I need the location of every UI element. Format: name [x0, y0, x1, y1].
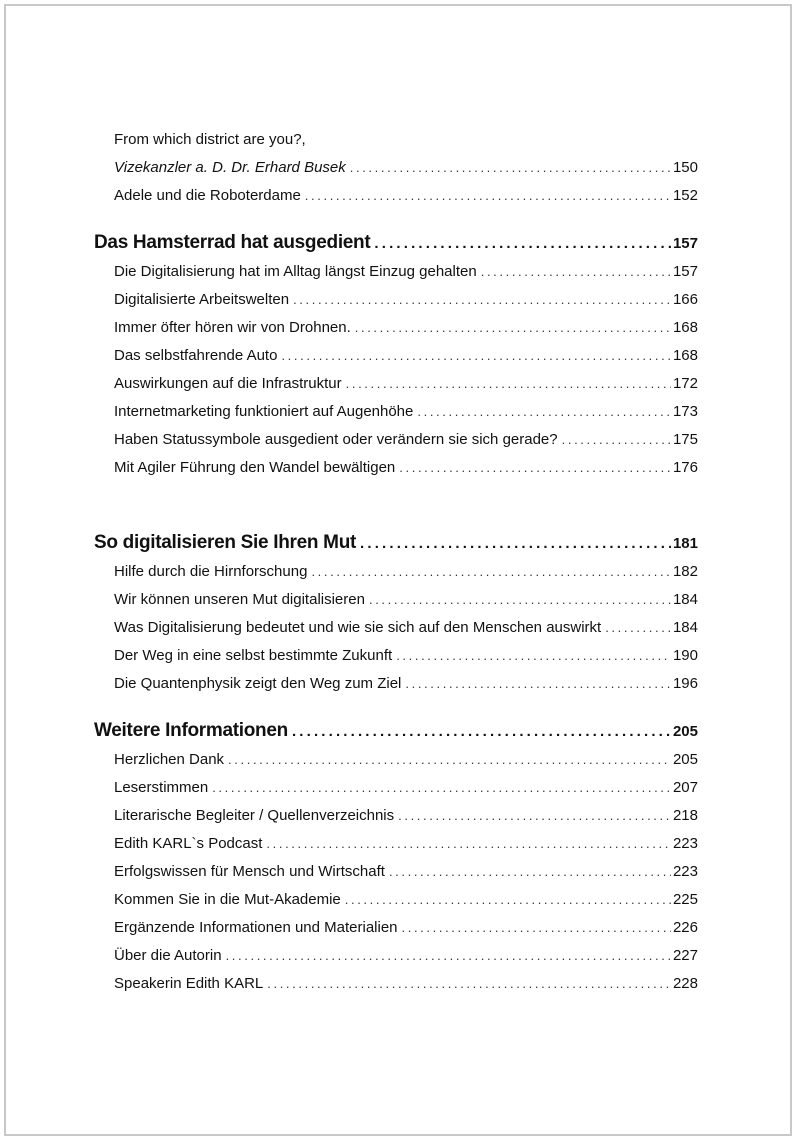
- dot-leader: [605, 614, 671, 642]
- toc-entry-page: 176: [672, 459, 698, 476]
- toc-entry[interactable]: [94, 398, 698, 426]
- toc-entry-page: 166: [672, 291, 698, 308]
- toc-entry-page: 184: [672, 591, 698, 608]
- toc-section-page: 157: [672, 235, 698, 252]
- dot-leader: [562, 426, 671, 454]
- toc-entry-title: Die Quantenphysik zeigt den Weg zum Ziel: [114, 675, 402, 692]
- document-page: [4, 4, 792, 1136]
- toc-entry-page: 157: [672, 263, 698, 280]
- toc-entry-title: Ergänzende Informationen und Materialien: [114, 919, 398, 936]
- dot-leader: [389, 858, 671, 886]
- toc-section-heading[interactable]: [94, 716, 698, 746]
- toc-section-heading[interactable]: [94, 228, 698, 258]
- dot-leader: [417, 398, 671, 426]
- toc-entry-page: 227: [672, 947, 698, 964]
- toc-entry[interactable]: [94, 126, 698, 154]
- toc-entry-title: Der Weg in eine selbst bestimmte Zukunft: [114, 647, 393, 664]
- toc-entry-title: Wir können unseren Mut digitalisieren: [114, 591, 365, 608]
- toc-entry-page: 173: [672, 403, 698, 420]
- toc-section-title: Weitere Informationen: [94, 720, 288, 741]
- dot-leader: [267, 970, 671, 998]
- toc-entry-page: 190: [672, 647, 698, 664]
- toc-entry[interactable]: [94, 970, 698, 998]
- toc-entry[interactable]: [94, 830, 698, 858]
- toc-entry-title: Literarische Begleiter / Quellenverzeichnis: [114, 807, 395, 824]
- toc-entry-title: Digitalisierte Arbeitswelten: [114, 291, 290, 308]
- toc-entry-page: 168: [672, 319, 698, 336]
- dot-leader: [398, 802, 671, 830]
- toc-entry-title: Kommen Sie in die Mut-Akademie: [114, 891, 341, 908]
- toc-section-title: Das Hamsterrad hat ausgedient: [94, 232, 371, 253]
- toc-entry-page: 152: [672, 187, 698, 204]
- dot-leader: [346, 370, 671, 398]
- toc-entry[interactable]: [94, 802, 698, 830]
- toc-entry-title: Herzlichen Dank: [114, 751, 225, 768]
- dot-leader: [226, 942, 671, 970]
- dot-leader: [396, 642, 671, 670]
- dot-leader: [281, 342, 671, 370]
- dot-leader: [266, 830, 671, 858]
- dot-leader: [212, 774, 671, 802]
- toc-entry-title: Haben Statussymbole ausgedient oder verändern sie sich gerade?: [114, 431, 558, 448]
- toc-entry-title: Immer öfter hören wir von Drohnen.: [114, 319, 351, 336]
- toc-entry-page: 218: [672, 807, 698, 824]
- toc-entry[interactable]: [94, 942, 698, 970]
- toc-entry-title: Über die Autorin: [114, 947, 222, 964]
- dot-leader: [345, 886, 671, 914]
- toc-entry[interactable]: [94, 370, 698, 398]
- toc-entry-page: 172: [672, 375, 698, 392]
- toc-entry[interactable]: [94, 182, 698, 210]
- toc-entry-title: Vizekanzler a. D. Dr. Erhard Busek: [114, 159, 346, 176]
- dot-leader: [399, 454, 671, 482]
- toc-entry[interactable]: [94, 558, 698, 586]
- toc-entry-title: Adele und die Roboterdame: [114, 187, 301, 204]
- toc-entry[interactable]: [94, 886, 698, 914]
- toc-entry-page: 226: [672, 919, 698, 936]
- dot-leader: [402, 914, 671, 942]
- toc-entry-title: Erfolgswissen für Mensch und Wirtschaft: [114, 863, 385, 880]
- toc-entry[interactable]: [94, 914, 698, 942]
- dot-leader: [292, 717, 671, 747]
- toc-entry[interactable]: [94, 774, 698, 802]
- dot-leader: [355, 314, 671, 342]
- toc-section-page: 205: [672, 723, 698, 740]
- toc-entry[interactable]: [94, 614, 698, 642]
- toc-entry-page: 223: [672, 835, 698, 852]
- toc-entry-page: 184: [672, 619, 698, 636]
- toc-entry-title: Speakerin Edith KARL: [114, 975, 264, 992]
- toc-entry-title: From which district are you?,: [114, 131, 306, 148]
- toc-entry[interactable]: [94, 342, 698, 370]
- dot-leader: [374, 229, 671, 259]
- toc-entry-title: Edith KARL`s Podcast: [114, 835, 263, 852]
- toc-entry-page: 150: [672, 159, 698, 176]
- toc-entry[interactable]: [94, 858, 698, 886]
- toc-section-heading[interactable]: [94, 528, 698, 558]
- toc-entry[interactable]: [94, 670, 698, 698]
- toc-entry-page: 228: [672, 975, 698, 992]
- toc-entry-page: 175: [672, 431, 698, 448]
- dot-leader: [228, 746, 671, 774]
- toc-entry[interactable]: [94, 286, 698, 314]
- toc-entry-title: Was Digitalisierung bedeutet und wie sie sich auf den Menschen auswirkt: [114, 619, 602, 636]
- toc-entry[interactable]: [94, 426, 698, 454]
- dot-leader: [405, 670, 671, 698]
- toc-entry-page: 225: [672, 891, 698, 908]
- toc-entry[interactable]: [94, 454, 698, 482]
- dot-leader: [311, 558, 671, 586]
- toc-entry-page: 207: [672, 779, 698, 796]
- toc-entry[interactable]: [94, 746, 698, 774]
- dot-leader: [293, 286, 671, 314]
- dot-leader: [305, 182, 671, 210]
- dot-leader: [350, 154, 671, 182]
- toc-entry-title: Das selbstfahrende Auto: [114, 347, 278, 364]
- toc-entry-title: Mit Agiler Führung den Wandel bewältigen: [114, 459, 396, 476]
- toc-entry-title: Leserstimmen: [114, 779, 209, 796]
- toc-entry-page: 196: [672, 675, 698, 692]
- toc-entry[interactable]: [94, 642, 698, 670]
- toc-entry-page: 182: [672, 563, 698, 580]
- toc-entry[interactable]: [94, 314, 698, 342]
- toc-entry[interactable]: [94, 586, 698, 614]
- toc-entry-title: Hilfe durch die Hirnforschung: [114, 563, 308, 580]
- table-of-contents: [94, 126, 698, 998]
- toc-entry-title: Internetmarketing funktioniert auf Augenhöhe: [114, 403, 414, 420]
- dot-leader: [360, 529, 671, 559]
- toc-entry-page: 223: [672, 863, 698, 880]
- toc-section-title: So digitalisieren Sie Ihren Mut: [94, 532, 357, 553]
- dot-leader: [369, 586, 671, 614]
- toc-entry-page: 168: [672, 347, 698, 364]
- toc-entry-title: Auswirkungen auf die Infrastruktur: [114, 375, 342, 392]
- toc-section-page: 181: [672, 535, 698, 552]
- toc-entry-page: 205: [672, 751, 698, 768]
- toc-entry[interactable]: [94, 154, 698, 182]
- toc-entry-title: Die Digitalisierung hat im Alltag längst Einzug gehalten: [114, 263, 477, 280]
- dot-leader: [481, 258, 671, 286]
- toc-entry[interactable]: [94, 258, 698, 286]
